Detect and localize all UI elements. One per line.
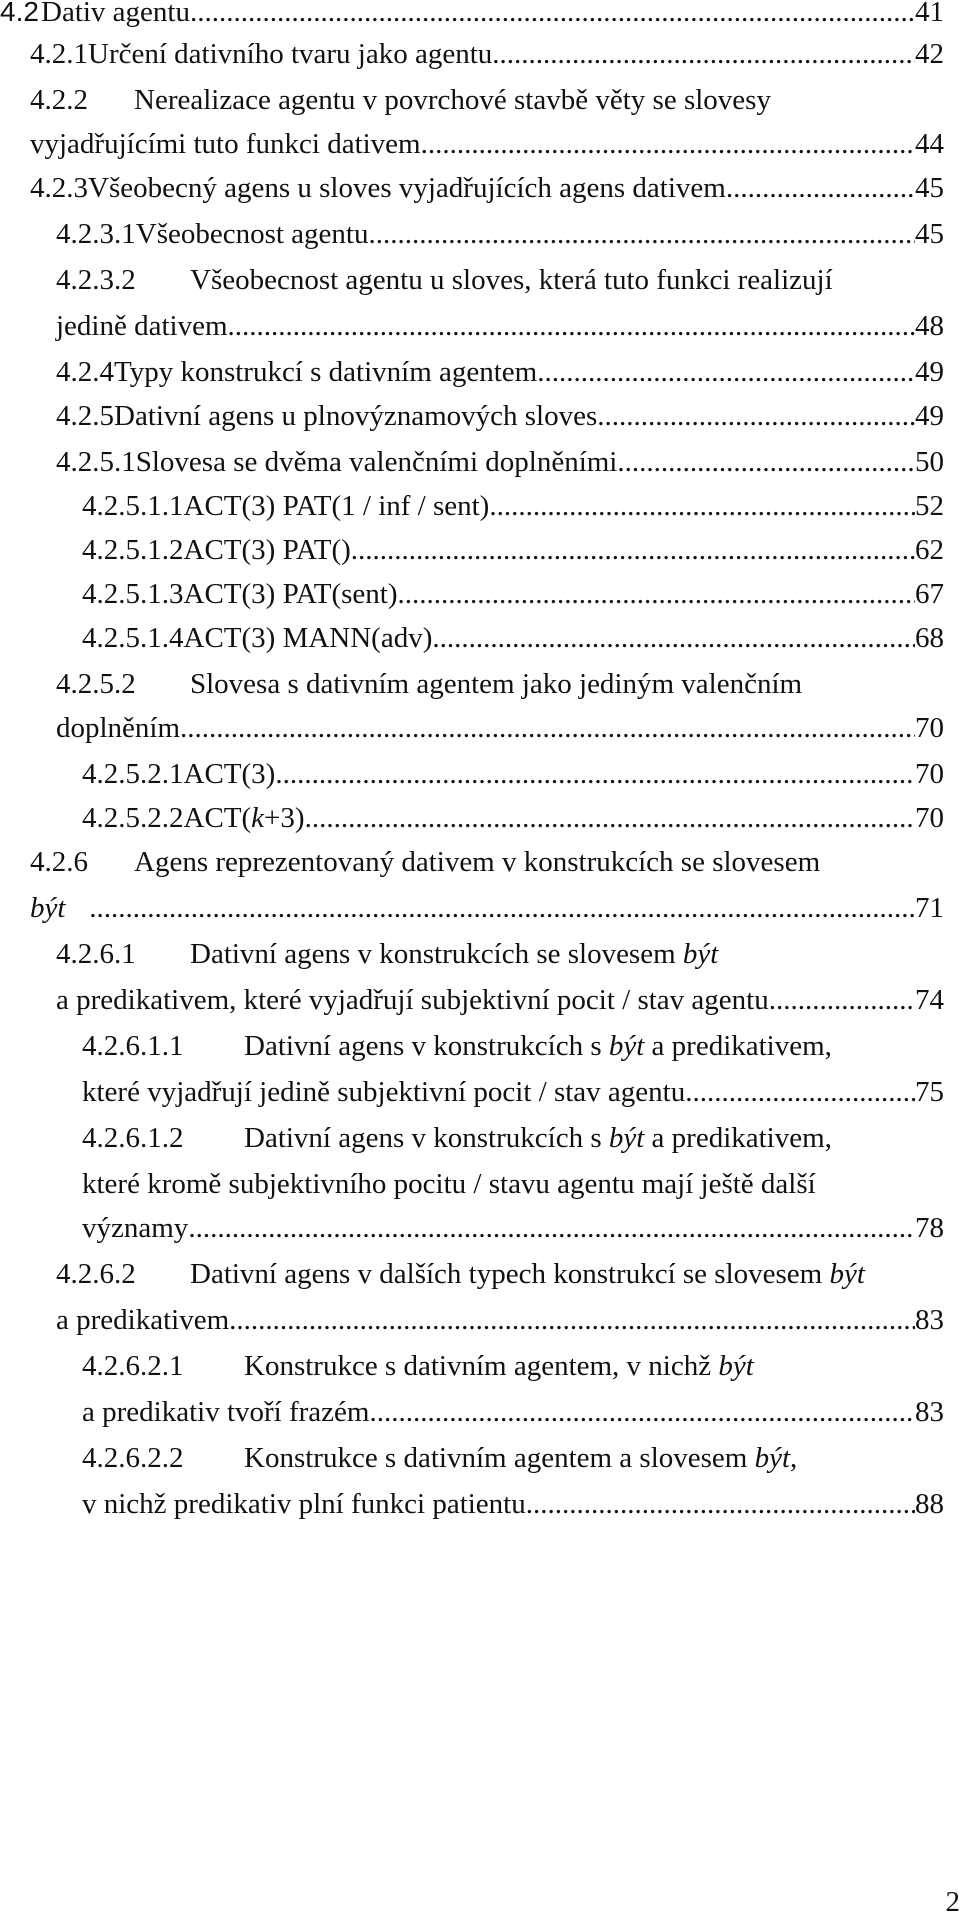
- toc-title: Všeobecný agens u sloves vyjadřujících agens dativem: [88, 172, 726, 204]
- toc-leader: [597, 400, 915, 433]
- toc-title: Konstrukce s dativním agentem a slovesem být,: [244, 1442, 798, 1474]
- toc-title: Slovesa s dativním agentem jako jediným valenčním: [190, 668, 803, 700]
- toc-entry[interactable]: [82, 622, 944, 662]
- page-number: 2: [945, 1886, 960, 1918]
- toc-page: 83: [915, 1304, 944, 1336]
- toc-page: 75: [915, 1076, 944, 1108]
- toc-entry-continuation[interactable]: [56, 310, 944, 350]
- toc-title: Dativní agens u plnovýznamových sloves: [114, 400, 598, 432]
- toc-page: 83: [915, 1396, 944, 1428]
- toc-number: 4.2.6.2.1: [82, 1350, 184, 1382]
- toc-number: 4.2.6.1.2: [82, 1122, 184, 1154]
- toc-entry-continuation[interactable]: [56, 984, 944, 1024]
- toc-number: 4.2.6.1: [56, 938, 136, 970]
- toc-title: Nerealizace agentu v povrchové stavbě věty se slovesy: [134, 84, 771, 116]
- toc-number: 4.2.1: [30, 38, 88, 70]
- toc-entry-continuation[interactable]: [82, 1396, 944, 1436]
- toc-page: 67: [915, 578, 944, 610]
- toc-title: Konstrukce s dativním agentem, v nichž být: [244, 1350, 754, 1382]
- toc-leader: [369, 218, 916, 251]
- toc-page: 88: [915, 1488, 944, 1520]
- toc-number: 4.2.3.2: [56, 264, 136, 296]
- toc-page: 71: [915, 892, 944, 924]
- toc-number: 4.2.5.2.1: [82, 758, 184, 790]
- toc-entry[interactable]: [56, 938, 944, 978]
- toc-title: Určení dativního tvaru jako agentu: [88, 38, 493, 70]
- toc-number: 4.2.6.2: [56, 1258, 136, 1290]
- toc-page: 41: [915, 0, 944, 28]
- toc-page: 49: [915, 400, 944, 432]
- toc-leader: [685, 1076, 915, 1109]
- toc-title: ACT(3) MANN(adv): [183, 622, 433, 654]
- toc-title: Dativní agens v dalších typech konstrukcí se slovesem být: [190, 1258, 865, 1290]
- toc-entry[interactable]: [82, 534, 944, 574]
- toc-title: ACT(k+3): [183, 802, 305, 834]
- toc-title: Slovesa se dvěma valenčními doplněními: [135, 446, 618, 478]
- toc-entry-continuation[interactable]: [30, 892, 944, 932]
- toc-title: a predikativ tvoří frazém: [82, 1396, 370, 1428]
- toc-number: 4.2.3: [30, 172, 88, 204]
- toc-page: 62: [915, 534, 944, 566]
- toc-leader: [180, 712, 915, 745]
- toc-leader: [537, 356, 915, 389]
- toc-number: 4.2.5.1.4: [82, 622, 184, 654]
- toc-title: ACT(3) PAT(1 / inf / sent): [183, 490, 490, 522]
- toc-page: 49: [915, 356, 944, 388]
- toc-leader: [421, 128, 915, 161]
- toc-entry[interactable]: [82, 758, 944, 798]
- toc-title: a predikativem: [56, 1304, 230, 1336]
- toc-leader: [489, 490, 915, 523]
- toc-page: 70: [915, 758, 944, 790]
- toc-entry[interactable]: [56, 400, 944, 440]
- toc-entry[interactable]: [0, 0, 944, 36]
- toc-title: a predikativem, které vyjadřují subjektivní pocit / stav agentu: [56, 984, 769, 1016]
- toc-entry[interactable]: [82, 578, 944, 618]
- toc-leader: [190, 0, 915, 29]
- toc-page: 70: [915, 712, 944, 744]
- toc-entry-continuation[interactable]: [56, 1304, 944, 1344]
- toc-entry[interactable]: [82, 1030, 944, 1070]
- toc-title: které kromě subjektivního pocitu / stavu agentu mají ještě další: [82, 1168, 816, 1200]
- toc-number: 4.2.4: [56, 356, 114, 388]
- toc-page: 45: [915, 172, 944, 204]
- toc-title: Dativní agens v konstrukcích s být a predikativem,: [244, 1030, 832, 1062]
- toc-leader: [305, 802, 915, 835]
- toc-number: 4.2.6.2.2: [82, 1442, 184, 1474]
- toc-leader: [188, 1212, 915, 1245]
- toc-entry-continuation[interactable]: [56, 712, 944, 752]
- toc-page: 70: [915, 802, 944, 834]
- toc-entry[interactable]: [82, 1350, 944, 1390]
- toc-leader: [492, 38, 915, 71]
- toc-leader: [351, 534, 915, 567]
- toc-leader: [89, 892, 915, 925]
- toc-page: 45: [915, 218, 944, 250]
- toc-number: 4.2.5.1.3: [82, 578, 184, 610]
- toc-entry[interactable]: [82, 490, 944, 530]
- toc-title: v nichž predikativ plní funkci patientu: [82, 1488, 526, 1520]
- toc-entry[interactable]: [82, 802, 944, 842]
- toc-entry[interactable]: [30, 38, 944, 78]
- toc-title: významy: [82, 1212, 189, 1244]
- toc-leader: [228, 310, 915, 343]
- toc-title: Typy konstrukcí s dativním agentem: [114, 356, 538, 388]
- toc-title: ACT(3) PAT(sent): [183, 578, 398, 610]
- toc-entry-continuation[interactable]: [82, 1212, 944, 1252]
- toc-page: 50: [915, 446, 944, 478]
- toc-leader: [617, 446, 915, 479]
- toc-leader: [526, 1488, 915, 1521]
- toc-title: jedině dativem: [56, 310, 228, 342]
- toc-page: 42: [915, 38, 944, 70]
- toc-entry[interactable]: [56, 668, 944, 708]
- toc-entry-continuation[interactable]: [82, 1168, 944, 1208]
- toc-number: 4.2.5: [56, 400, 114, 432]
- toc-title: doplněním: [56, 712, 181, 744]
- toc-title: Všeobecnost agentu: [135, 218, 369, 250]
- toc-entry[interactable]: [56, 218, 944, 258]
- toc-entry[interactable]: [56, 1258, 944, 1298]
- toc-entry[interactable]: [30, 84, 944, 124]
- toc-title: Dativ agentu: [41, 0, 190, 28]
- toc-entry[interactable]: [82, 1122, 944, 1162]
- toc-entry-continuation[interactable]: [82, 1076, 944, 1116]
- toc-number: 4.2.3.1: [56, 218, 136, 250]
- toc-number: 4.2: [0, 0, 39, 27]
- toc-title: ACT(3) PAT(): [183, 534, 351, 566]
- toc-number: 4.2.5.2: [56, 668, 136, 700]
- toc-leader: [769, 984, 915, 1017]
- toc-page: 48: [915, 310, 944, 342]
- toc-number: 4.2.6.1.1: [82, 1030, 184, 1062]
- toc-number: 4.2.5.1.2: [82, 534, 184, 566]
- toc-title: Agens reprezentovaný dativem v konstrukcích se slovesem: [134, 846, 821, 878]
- toc-page: 68: [915, 622, 944, 654]
- toc-leader: [275, 758, 915, 791]
- toc-number: 4.2.5.2.2: [82, 802, 184, 834]
- toc-title: Všeobecnost agentu u sloves, která tuto funkci realizují: [190, 264, 833, 296]
- toc-leader: [726, 172, 915, 205]
- toc-entry-continuation[interactable]: [82, 1488, 944, 1528]
- toc-entry[interactable]: [56, 356, 944, 396]
- toc-entry-continuation[interactable]: [30, 128, 944, 168]
- toc-title: vyjadřujícími tuto funkci dativem: [30, 128, 421, 160]
- toc-page: 52: [915, 490, 944, 522]
- toc-leader: [398, 578, 915, 611]
- toc-title: které vyjadřují jedině subjektivní pocit / stav agentu: [82, 1076, 686, 1108]
- toc-title: Dativní agens v konstrukcích s být a predikativem,: [244, 1122, 832, 1154]
- toc-entry[interactable]: [56, 446, 944, 486]
- toc-leader: [432, 622, 915, 655]
- toc-entry[interactable]: [30, 846, 944, 886]
- toc-page: 78: [915, 1212, 944, 1244]
- toc-number: 4.2.5.1: [56, 446, 136, 478]
- toc-entry[interactable]: [56, 264, 944, 304]
- toc-title: být: [30, 892, 66, 924]
- toc-title: ACT(3): [183, 758, 276, 790]
- toc-page: 44: [915, 128, 944, 160]
- toc-page: 74: [915, 984, 944, 1016]
- toc-number: 4.2.6: [30, 846, 88, 878]
- toc-leader: [229, 1304, 915, 1337]
- toc-entry[interactable]: [30, 172, 944, 212]
- toc-title: Dativní agens v konstrukcích se slovesem být: [190, 938, 719, 970]
- toc-number: 4.2.2: [30, 84, 88, 116]
- toc-leader: [369, 1396, 915, 1429]
- toc-entry[interactable]: [82, 1442, 944, 1482]
- toc-number: 4.2.5.1.1: [82, 490, 184, 522]
